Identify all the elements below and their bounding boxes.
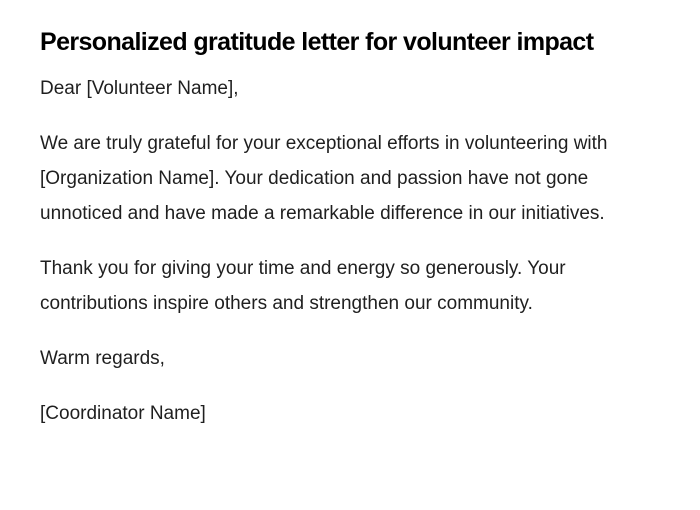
letter-closing: Warm regards, (40, 348, 165, 369)
letter-signature: [Coordinator Name] (40, 403, 206, 424)
letter-greeting: Dear [Volunteer Name], (40, 78, 239, 99)
document-title: Personalized gratitude letter for volunteer impact (40, 28, 594, 56)
letter-body (40, 71, 660, 431)
letter-paragraph-2: Thank you for giving your time and energy so generously. Your contributions inspire others and strengthen our community. (40, 258, 566, 314)
letter-paragraph-1: We are truly grateful for your exceptional efforts in volunteering with [Organization Name]. Your dedication and passion have not gone unnoticed and have made a remarkable difference in our initiatives. (40, 133, 608, 224)
